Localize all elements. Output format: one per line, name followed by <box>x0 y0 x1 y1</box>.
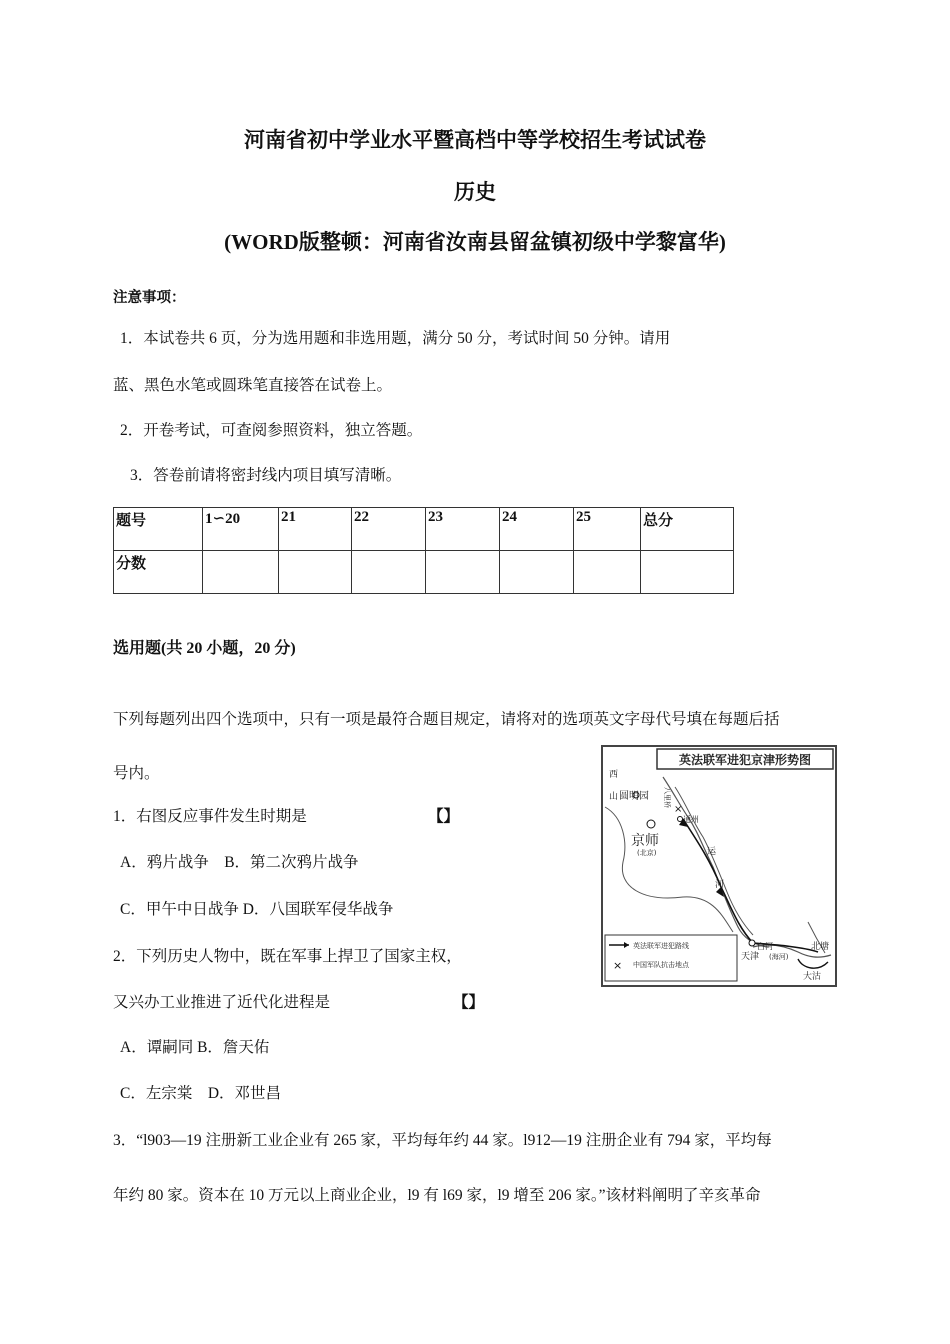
score-table-header-row <box>114 508 734 551</box>
question-3-line-2: 年约 80 家。资本在 10 万元以上商业企业，l9 有 l69 家，l9 增至 206 家。”该材料阐明了辛亥革命 <box>113 1187 761 1204</box>
map-label-he: 河 <box>715 880 725 890</box>
question-2-stem-line-1: 2．下列历史人物中，既在军事上捍卫了国家主权， <box>113 948 462 965</box>
map-label-beitang: 北塘 <box>811 942 830 952</box>
table-header-cell: 22 <box>352 508 426 551</box>
score-input-cell[interactable] <box>426 551 500 594</box>
map-title: 英法联军进犯京津形势图 <box>678 753 812 767</box>
map-figure <box>601 745 837 987</box>
question-1-options-cd: C．甲午中日战争 D．八国联军侵华战争 <box>120 901 394 918</box>
legend-battle-label: 中国军队抗击地点 <box>633 961 689 969</box>
legend-battle-cross-icon: × <box>613 959 623 972</box>
map-label-haihe: (海河) <box>769 953 789 961</box>
score-input-cell[interactable] <box>500 551 574 594</box>
section-instruction-line-2: 号内。 <box>113 765 160 782</box>
map-label-yun: 运 <box>707 847 717 857</box>
question-1-options-ab: A．鸦片战争 B．第二次鸦片战争 <box>120 854 359 871</box>
battle-cross-icon: × <box>674 804 683 815</box>
map-svg <box>603 747 835 985</box>
legend-route-label: 英法联军进犯路线 <box>633 942 689 950</box>
table-header-cell: 21 <box>279 508 352 551</box>
question-3-line-1: 3．“l903—19 注册新工业企业有 265 家，平均每年约 44 家。l912—19 注册企业有 794 家，平均每 <box>113 1132 772 1149</box>
tianjin-marker <box>749 940 755 946</box>
table-header-cell: 1∽20 <box>203 508 279 551</box>
dagu-route <box>798 959 828 968</box>
editor-note: (WORD版整顿：河南省汝南县留盆镇初级中学黎富华) <box>224 230 726 254</box>
map-label-yuanmingyuan: 圆明园 <box>619 791 649 802</box>
section-heading: 选用题(共 20 小题，20 分) <box>113 640 296 657</box>
table-header-cell: 24 <box>500 508 574 551</box>
subject-title: 历史 <box>454 180 496 204</box>
table-header-cell: 题号 <box>114 508 203 551</box>
map-label-beijing: (北京) <box>637 849 657 857</box>
notice-item-2: 2．开卷考试，可查阅参照资料，独立答题。 <box>120 422 423 439</box>
notice-item-3: 3．答卷前请将密封线内项目填写清晰。 <box>130 467 402 484</box>
question-2-answer-bracket[interactable]: 【】 <box>453 994 485 1011</box>
score-input-cell[interactable] <box>352 551 426 594</box>
notice-heading: 注意事项： <box>113 290 186 306</box>
notice-item-1-line-1: 1．本试卷共 6 页，分为选用题和非选用题，满分 50 分，考试时间 50 分钟。请用 <box>120 330 671 347</box>
score-table <box>113 507 734 594</box>
table-header-cell: 23 <box>426 508 500 551</box>
score-input-cell[interactable] <box>279 551 352 594</box>
table-header-cell: 总分 <box>641 508 734 551</box>
map-label-baihe: 白河 <box>757 942 773 951</box>
tongzhou-marker <box>678 817 683 822</box>
question-1-stem: 1．右图反应事件发生时期是 <box>113 808 307 825</box>
table-row-label: 分数 <box>114 551 203 594</box>
map-label-dagu: 大沽 <box>803 972 822 982</box>
map-label-tianjin: 天津 <box>741 952 760 962</box>
question-2-stem-line-2: 又兴办工业推进了近代化进程是 <box>113 994 331 1011</box>
question-2-options-ab: A．谭嗣同 B．詹天佑 <box>120 1039 270 1056</box>
map-label-baliqiao: 八里桥 <box>663 787 671 808</box>
exam-title: 河南省初中学业水平暨高档中等学校招生考试试卷 <box>244 128 706 152</box>
map-label-jingshi: 京师 <box>631 833 659 849</box>
table-header-cell: 25 <box>574 508 641 551</box>
river-line <box>675 787 753 935</box>
section-instruction-line-1: 下列每题列出四个选项中，只有一项是最符合题目规定，请将对的选项英文字母代号填在每题后括 <box>113 711 780 728</box>
jingshi-marker <box>647 820 655 828</box>
notice-item-1-line-2: 蓝、黑色水笔或圆珠笔直接答在试卷上。 <box>113 377 393 394</box>
score-input-cell[interactable] <box>641 551 734 594</box>
score-input-cell[interactable] <box>203 551 279 594</box>
canal-line <box>663 777 768 947</box>
question-1-answer-bracket[interactable]: 【】 <box>428 808 460 825</box>
map-label-tongzhou: 通州 <box>683 815 699 824</box>
question-2-options-cd: C．左宗棠 D．邓世昌 <box>120 1085 282 1102</box>
map-label-shan: 山 <box>609 792 619 802</box>
score-table-score-row <box>114 551 734 594</box>
score-input-cell[interactable] <box>574 551 641 594</box>
map-label-xi: 西 <box>609 770 619 780</box>
